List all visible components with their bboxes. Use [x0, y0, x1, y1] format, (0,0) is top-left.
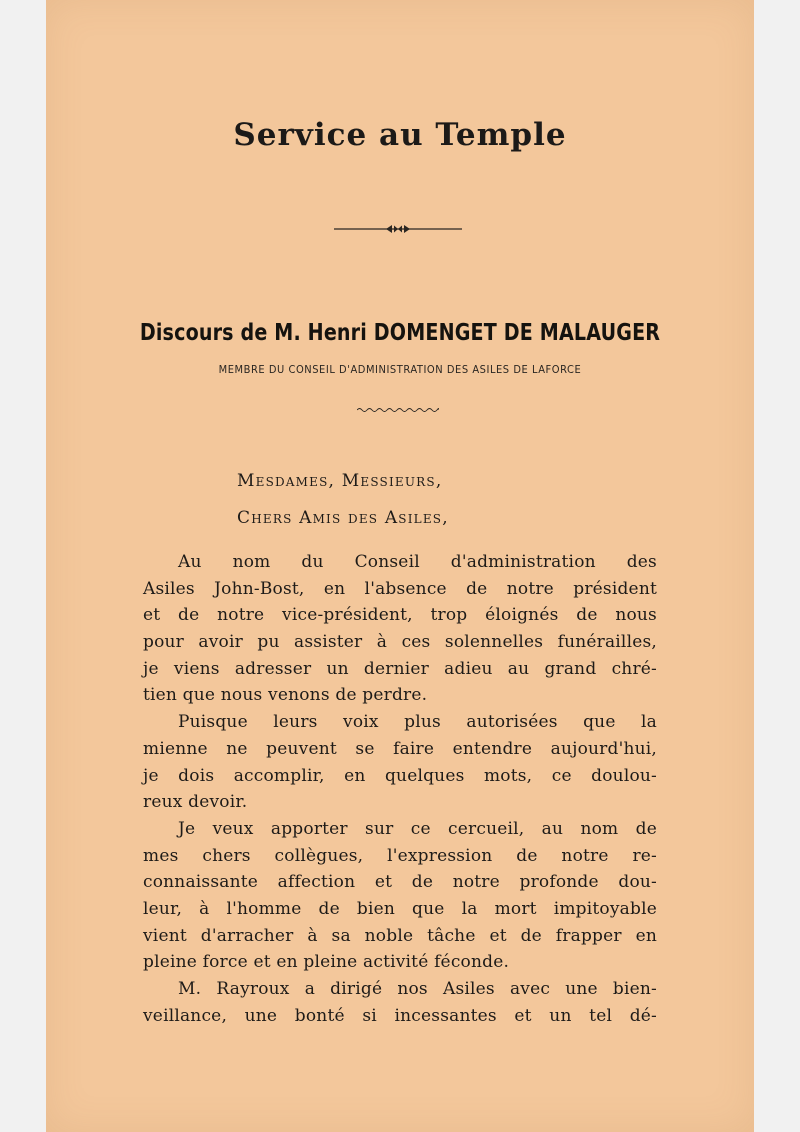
title-ornament-rule [334, 222, 462, 236]
speech-body [143, 549, 657, 1029]
text-line: tien que nous venons de perdre. [143, 685, 428, 706]
text-line: veillance, une bonté si incessantes et un tel dé- [143, 1005, 657, 1026]
text-line: leur, à l'homme de bien que la mort impitoyable [143, 898, 657, 919]
text-line: Asiles John-Bost, en l'absence de notre président [143, 578, 657, 599]
page-title: Service au Temple [233, 117, 567, 153]
text-line: et de notre vice-président, trop éloignés de nous [143, 605, 657, 626]
text-line: connaissante affection et de notre profonde dou- [143, 872, 657, 893]
text-line: pour avoir pu assister à ces solennelles funérailles, [143, 632, 657, 653]
text-line: mienne ne peuvent se faire entendre aujourd'hui, [143, 738, 657, 759]
text-line: je dois accomplir, en quelques mots, ce doulou- [143, 765, 657, 786]
wavy-ornament-rule [357, 406, 439, 414]
text-line: pleine force et en pleine activité féconde. [143, 952, 510, 973]
speaker-role: MEMBRE DU CONSEIL D'ADMINISTRATION DES ASILES DE LAFORCE [218, 363, 582, 376]
text-line: Je veux apporter sur ce cercueil, au nom de [178, 818, 657, 839]
text-line: je viens adresser un dernier adieu au grand chré- [143, 658, 657, 679]
text-line: Au nom du Conseil d'administration des [178, 552, 657, 572]
text-line: vient d'arracher à sa noble tâche et de frapper en [143, 925, 657, 946]
speech-heading: Discours de M. Henri DOMENGET DE MALAUGER [139, 320, 661, 346]
text-line: Puisque leurs voix plus autorisées que la [178, 712, 657, 733]
text-line: M. Rayroux a dirigé nos Asiles avec une bien- [178, 979, 657, 999]
text-line: reux devoir. [143, 792, 248, 813]
salutation-line-1: Mesdames, Messieurs, [237, 471, 443, 491]
text-line: mes chers collègues, l'expression de notre re- [143, 845, 657, 866]
salutation-line-2: Chers Amis des Asiles, [237, 508, 449, 528]
